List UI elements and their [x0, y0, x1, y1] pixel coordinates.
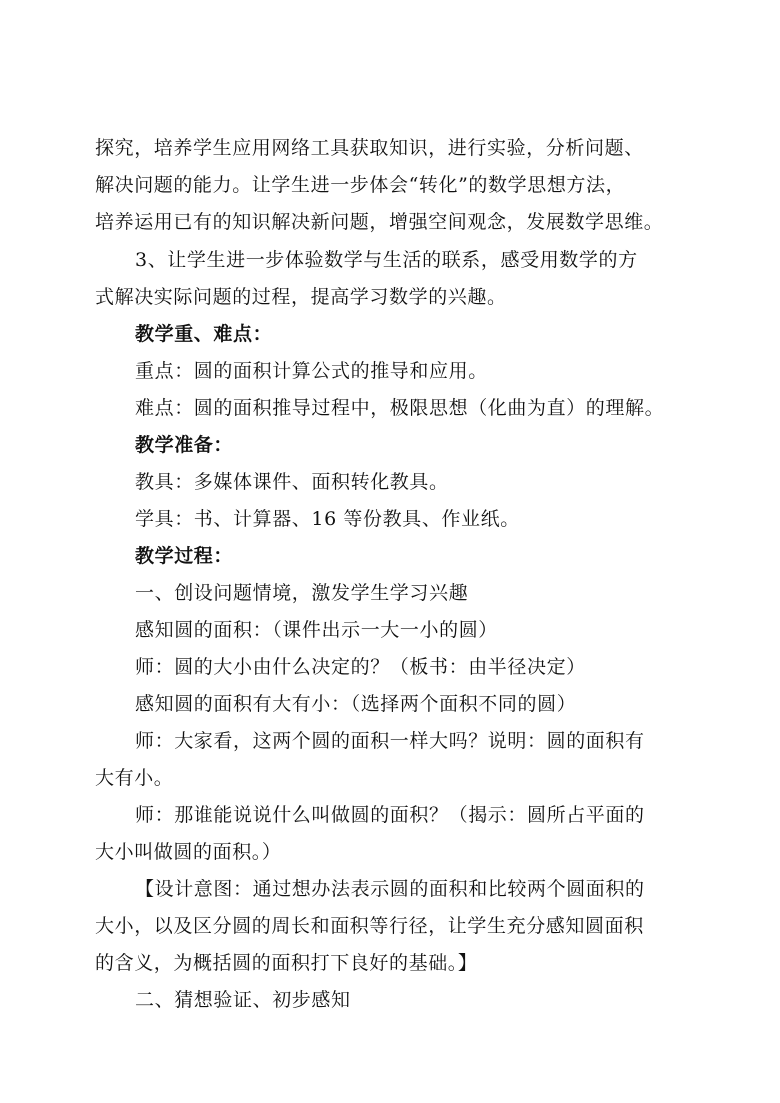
paragraph-line: 师：那谁能说说什么叫做圆的面积？（揭示：圆所占平面的 [135, 804, 645, 826]
section-heading-key-points: 教学重、难点： [135, 323, 273, 345]
paragraph-line: 师：圆的大小由什么决定的？（板书：由半径决定） [135, 656, 586, 678]
paragraph-line: 培养运用已有的知识解决新问题，增强空间观念，发展数学思维。 [95, 211, 664, 233]
difficult-point-line: 难点：圆的面积推导过程中，极限思想（化曲为直）的理解。 [135, 397, 665, 419]
paragraph-line: 探究，培养学生应用网络工具获取知识，进行实验，分析问题、 [95, 137, 644, 159]
paragraph-line: 解决问题的能力。让学生进一步体会“转化”的数学思想方法， [95, 174, 626, 196]
paragraph-line: 大有小。 [95, 767, 174, 789]
paragraph-line: 大小叫做圆的面积。） [95, 841, 282, 863]
teaching-aids-line: 教具：多媒体课件、面积转化教具。 [135, 471, 449, 493]
design-intent-line: 大小，以及区分圆的周长和面积等行径，让学生充分感知圆面积 [95, 915, 644, 937]
paragraph-line: 师：大家看，这两个圆的面积一样大吗？说明：圆的面积有 [135, 730, 645, 752]
paragraph-line: 感知圆的面积有大有小：（选择两个面积不同的圆） [135, 693, 577, 715]
design-intent-line: 【设计意图：通过想办法表示圆的面积和比较两个圆面积的 [135, 878, 645, 900]
paragraph-line: 感知圆的面积：（课件出示一大一小的圆） [135, 619, 498, 641]
objective-3-line: 3、让学生进一步体验数学与生活的联系，感受用数学的方 [135, 249, 638, 271]
design-intent-line: 的含义，为概括圆的面积打下良好的基础。】 [95, 952, 478, 974]
section-heading-process: 教学过程： [135, 545, 234, 567]
key-point-line: 重点：圆的面积计算公式的推导和应用。 [135, 360, 488, 382]
section-heading-preparation: 教学准备： [135, 434, 234, 456]
step-heading: 二、猜想验证、初步感知 [135, 989, 351, 1011]
learning-aids-line: 学具：书、计算器、16 等份教具、作业纸。 [135, 508, 520, 530]
paragraph-line: 式解决实际问题的过程，提高学习数学的兴趣。 [95, 286, 507, 308]
step-heading: 一、创设问题情境，激发学生学习兴趣 [135, 582, 469, 604]
